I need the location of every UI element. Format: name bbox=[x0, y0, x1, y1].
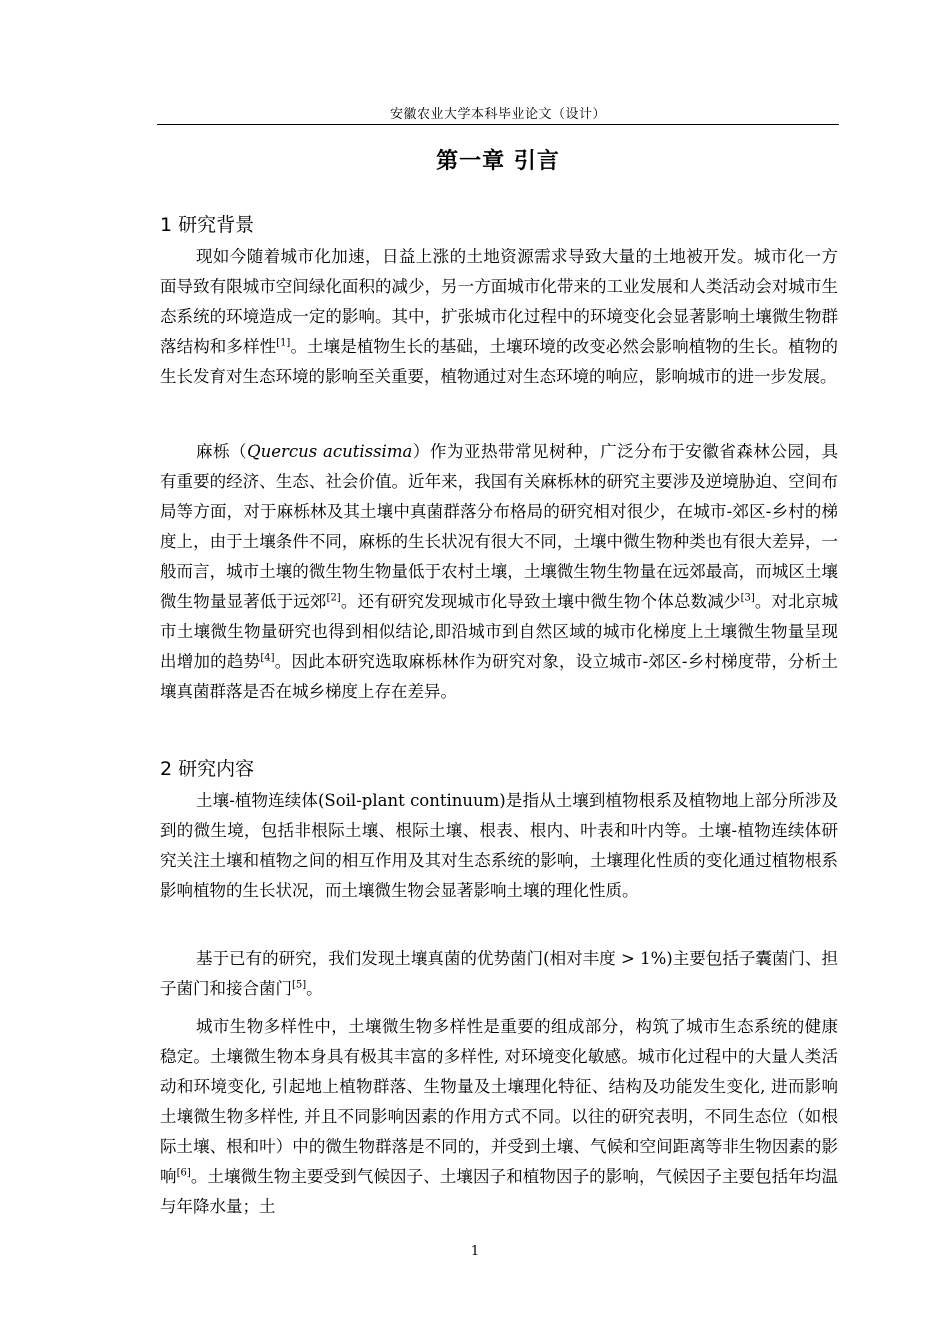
text-run: 。对北京城市土壤微生物量研究也得到相似结论,即沿城市到自然区域的城市化梯度上土壤微生物量呈现出增加的趋势 bbox=[160, 592, 839, 671]
chapter-title: 第一章 引言 bbox=[436, 149, 560, 174]
text-run: 麻栎（ bbox=[196, 442, 248, 461]
page-number: 1 bbox=[470, 1244, 480, 1259]
paragraph-content-2 bbox=[160, 944, 838, 1004]
section-heading-content: 2 研究内容 bbox=[160, 758, 255, 780]
citation-marker: [3] bbox=[740, 592, 755, 604]
species-name: Quercus acutissima bbox=[247, 442, 413, 461]
text-run: 城市生物多样性中，土壤微生物多样性是重要的组成部分，构筑了城市生态系统的健康稳定。土壤微生物本身具有极其丰富的多样性, 对环境变化敏感。城市化过程中的大量人类活动和环境变化, 引起地上植物群落、生物量及土壤理化特征、结构及功能发生变化, 进而影响土壤微生物多样性, 并且不同影响因素的作用方式不同。以往的研究表明，不同生态位（如根际土壤、根和叶）中的微生物群落是不同的，并受到土壤、气候和空间距离等非生物因素的影响 bbox=[160, 1017, 838, 1186]
paragraph-background-1 bbox=[160, 242, 838, 392]
text-run: 。还有研究发现城市化导致土壤中微生物个体总数减少 bbox=[340, 592, 741, 611]
text-run: ）作为亚热带常见树种，广泛分布于安徽省森林公园，具有重要的经济、生态、社会价值。近年来，我国有关麻栎林的研究主要涉及逆境胁迫、空间布局等方面，对于麻栎林及其土壤中真菌群落分布格局的研究相对很少，在城市-郊区-乡村的梯度上，由于土壤条件不同，麻栎的生长状况有很大不同，土壤中微生物种类也有很大差异，一般而言，城市土壤的微生物生物量低于农村土壤，土壤微生物生物量在远郊最高，而城区土壤微生物量显著低于远郊 bbox=[160, 442, 839, 611]
citation-marker: [2] bbox=[326, 592, 341, 604]
text-run: 。土壤是植物生长的基础，土壤环境的改变必然会影响植物的生长。植物的生长发育对生态环境的影响至关重要，植物通过对生态环境的响应，影响城市的进一步发展。 bbox=[160, 337, 839, 386]
text-run: 现如今随着城市化加速，日益上涨的土地资源需求导致大量的土地被开发。城市化一方面导致有限城市空间绿化面积的减少，另一方面城市化带来的工业发展和人类活动会对城市生态系统的环境造成一定的影响。其中，扩张城市化过程中的环境变化会显著影响土壤微生物群落结构和多样性 bbox=[160, 247, 838, 356]
text-run: 基于已有的研究，我们发现土壤真菌的优势菌门(相对丰度 > 1%)主要包括子囊菌门、担子菌门和接合菌门 bbox=[160, 949, 838, 998]
citation-marker: [6] bbox=[176, 1167, 191, 1179]
paragraph-content-1 bbox=[160, 786, 838, 906]
text-run: 。因此本研究选取麻栎林作为研究对象，设立城市-郊区-乡村梯度带，分析土壤真菌群落是否在城乡梯度上存在差异。 bbox=[160, 652, 838, 701]
text-run: 土壤-植物连续体(Soil-plant continuum)是指从土壤到植物根系及植物地上部分所涉及到的微生境，包括非根际土壤、根际土壤、根表、根内、叶表和叶内等。土壤-植物连续体研究关注土壤和植物之间的相互作用及其对生态系统的影响，土壤理化性质的变化通过植物根系影响植物的生长状况，而土壤微生物会显著影响土壤的理化性质。 bbox=[160, 791, 838, 900]
text-run: 。土壤微生物主要受到气候因子、土壤因子和植物因子的影响，气候因子主要包括年均温与年降水量；土 bbox=[160, 1167, 839, 1216]
text-run: 。 bbox=[306, 979, 323, 998]
paragraph-content-3 bbox=[160, 1012, 838, 1222]
header-rule bbox=[157, 124, 839, 125]
citation-marker: [1] bbox=[276, 337, 291, 349]
running-header: 安徽农业大学本科毕业论文（设计） bbox=[389, 107, 606, 122]
citation-marker: [5] bbox=[292, 979, 307, 991]
citation-marker: [4] bbox=[260, 652, 275, 664]
section-heading-background: 1 研究背景 bbox=[160, 214, 255, 236]
paragraph-background-2 bbox=[160, 437, 838, 707]
